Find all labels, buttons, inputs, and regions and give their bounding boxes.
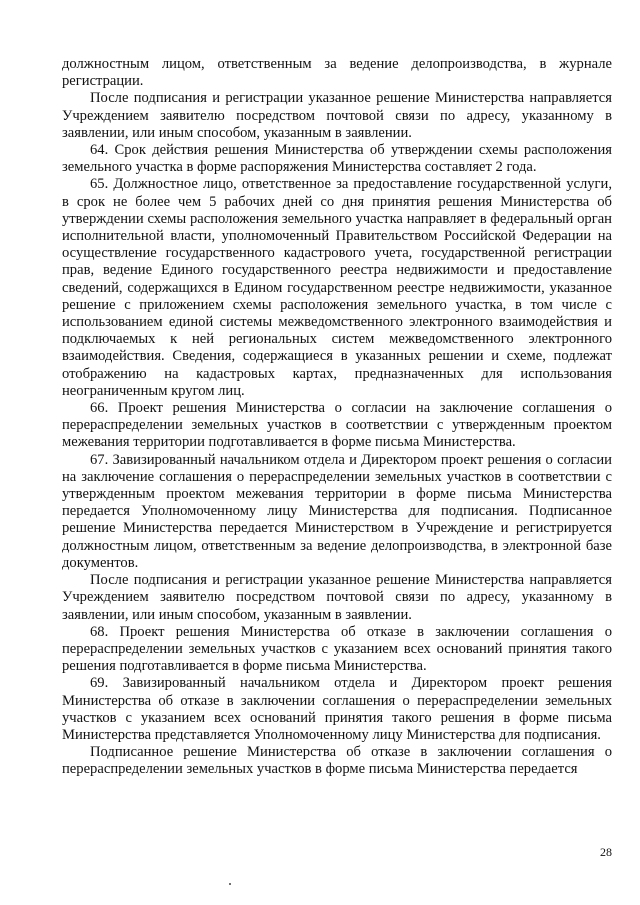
paragraph-8: 68. Проект решения Министерства об отказе в заключении соглашения о перераспределении земельных участков с указанием всех оснований принятия такого решения подготавливается в форме письма Министерства. <box>62 623 612 675</box>
paragraph-3: 64. Срок действия решения Министерства об утверждении схемы расположения земельного участка в форме распоряжения Министерства составляет 2 года. <box>62 142 612 176</box>
paragraph-5: 66. Проект решения Министерства о согласии на заключение соглашения о перераспределении земельных участков в соответствии с утвержденным проектом межевания территории подготавливается в форме письма Министерства. <box>62 400 612 451</box>
paragraph-7: После подписания и регистрации указанное решение Министерства направляется Учреждением заявителю посредством почтовой связи по адресу, указанному в заявлении, или иным способом, указанным в заявлении. <box>62 572 612 623</box>
scan-speck <box>229 883 231 885</box>
paragraph-1: должностным лицом, ответственным за ведение делопроизводства, в журнале регистрации. <box>62 56 612 90</box>
paragraph-6: 67. Завизированный начальником отдела и Директором проект решения о согласии на заключение соглашения о перераспределении земельных участков в соответствии с утвержденным проектом межевания территории в форме письма Министерства передается Уполномоченному лицу Министерства для подписания. Подписанное решение Министерства передается Министерством в Учреждение и регистрируется должностным лицом, ответственным за ведение делопроизводства, в электронной базе документов. <box>62 451 612 571</box>
document-body <box>62 56 612 779</box>
paragraph-2: После подписания и регистрации указанное решение Министерства направляется Учреждением заявителю посредством почтовой связи по адресу, указанному в заявлении, или иным способом, указанным в заявлении. <box>62 90 612 141</box>
page-number: 28 <box>600 845 612 859</box>
paragraph-9: 69. Завизированный начальником отдела и Директором проект решения Министерства об отказе в заключении соглашения о перераспределении земельных участков с указанием всех оснований принятия такого решения в форме письма Министерства представляется Уполномоченному лицу Министерства для подписания. <box>62 675 612 743</box>
paragraph-4: 65. Должностное лицо, ответственное за предоставление государственной услуги, в срок не более чем 5 рабочих дней со дня принятия решения Министерства об утверждении схемы расположения земельного участка направляет в федеральный орган исполнительной власти, уполномоченный Правительством Российской Федерации на осуществление государственного кадастрового учета, государственной регистрации прав, ведение Единого государственного реестра недвижимости и предоставление сведений, содержащихся в Едином государственном реестре недвижимости, указанное решение с приложением схемы расположения земельного участка, в том числе с использованием единой системы межведомственного электронного взаимодействия и подключаемых к ней региональных систем межведомственного электронного взаимодействия. Сведения, содержащиеся в указанных решении и схеме, подлежат отображению на кадастровых картах, предназначенных для использования неограниченным кругом лиц. <box>62 176 612 399</box>
paragraph-10: Подписанное решение Министерства об отказе в заключении соглашения о перераспределении земельных участков в форме письма Министерства передается <box>62 744 612 778</box>
